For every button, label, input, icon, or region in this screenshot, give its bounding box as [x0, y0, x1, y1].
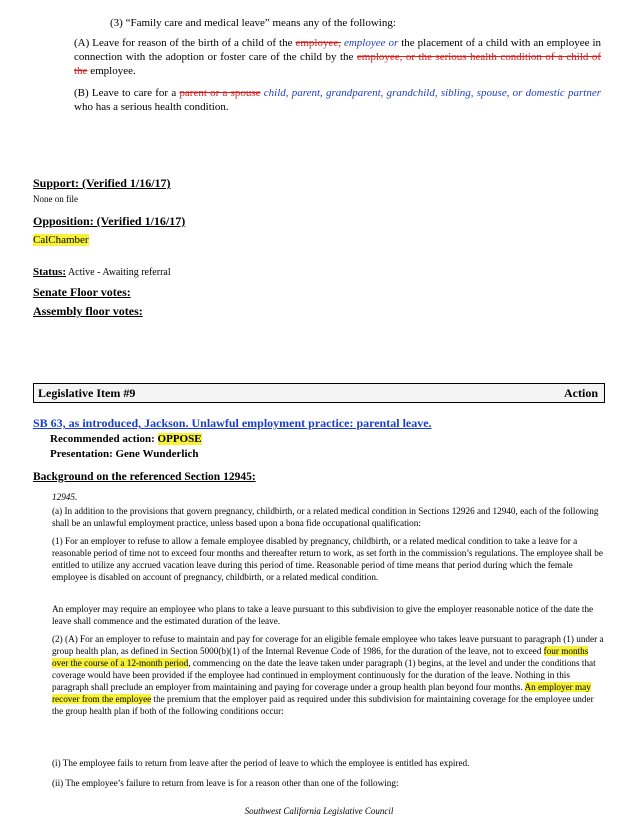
inserted-text: employee or	[340, 37, 399, 49]
opposition-value: CalChamber	[33, 234, 89, 246]
section-1: (1) For an employer to refuse to allow a female employee disabled by pregnancy, childbirth, or a related medical condition to take a leave for a reasonable period of time not to exceed four months and thereafter return to work, as set forth in the commission’s regulations. The employee shall be entitled to utilize any accrued vacation leave during this period of time. Reasonable period of time means that period during which the female employee is disabled on account of pregnancy, childbirth, or a related medical condition.	[52, 536, 603, 582]
struck-text: employee,	[295, 37, 341, 49]
page-footer: Southwest California Legislative Council	[244, 806, 394, 816]
recommendation-badge: OPPOSE	[157, 433, 202, 445]
para-b: (B) Leave to care for a parent or a spouse child, parent, grandparent, grandchild, sibling, spouse, or domestic partner who has a serious health condition.	[74, 87, 601, 113]
opposition-heading: Opposition: (Verified 1/16/17)	[33, 214, 186, 228]
recommended-action: Recommended action: OPPOSE	[50, 433, 202, 445]
support-value: None on file	[33, 194, 78, 204]
legislative-item-bar	[33, 383, 605, 403]
bill-link[interactable]: SB 63, as introduced, Jackson. Unlawful employment practice: parental leave.	[33, 416, 432, 430]
section-a: (a) In addition to the provisions that govern pregnancy, childbirth, or a related medical condition in Sections 12926 and 12940, each of the following shall be an unlawful employment practice, unless based upon a bona fide occupational qualification:	[52, 506, 599, 528]
section-ii: (ii) The employee’s failure to return from leave is for a reason other than one of the following:	[52, 778, 399, 788]
item-title: Legislative Item #9	[38, 386, 136, 400]
senate-floor-votes: Senate Floor votes:	[33, 285, 131, 299]
para-a: (A) Leave for reason of the birth of a child of the employee, employee or the placement of a child with an employee in connection with the adoption or foster care of the child by the employee, or the serious health condition of a child of the employee.	[74, 37, 602, 77]
assembly-floor-votes: Assembly floor votes:	[33, 304, 143, 318]
highlighted-text: four months over the course of a 12-month period	[52, 646, 589, 668]
support-heading: Support: (Verified 1/16/17)	[33, 176, 171, 190]
section-2: (2) (A) For an employer to refuse to maintain and pay for coverage for an eligible female employee who takes leave pursuant to paragraph (1) under a group health plan, as defined in Section 5000(b)(1) of the Internal Revenue Code of 1986, for the duration of the leave, not to exceed four months over the course of a 12-month period, commencing on the date the leave taken under paragraph (1) begins, at the level and under the conditions that coverage would have been provided if the employee had continued in employment continuously for the duration of the leave. Nothing in this paragraph shall preclude an employer from maintaining and paying for coverage under a group health plan beyond four months. An employer may recover from the employee the premium that the employer paid as required under this subdivision for maintaining coverage for the employee under the group health plan if both of the following conditions occur:	[52, 634, 604, 716]
item-action: Action	[564, 386, 598, 400]
highlighted-text: An employer may recover from the employee	[52, 682, 591, 704]
section-number: 12945.	[52, 492, 78, 502]
section-i: (i) The employee fails to return from leave after the period of leave to which the employee is entitled has expired.	[52, 758, 470, 768]
background-heading: Background on the referenced Section 12945:	[33, 471, 256, 483]
inserted-text: child, parent, grandparent, grandchild, sibling, spouse, or domestic partner	[260, 87, 601, 99]
struck-text: parent or a spouse	[179, 87, 261, 99]
section-notice: An employer may require an employee who plans to take a leave pursuant to this subdivision to give the employer reasonable notice of the date the leave shall commence and the estimated duration of the leave.	[52, 604, 594, 626]
status-line: Status: Active - Awaiting referral	[33, 266, 171, 278]
presentation: Presentation: Gene Wunderlich	[50, 448, 199, 460]
para-3: (3) “Family care and medical leave” means any of the following:	[110, 17, 396, 29]
struck-text: employee, or the serious health condition of a child of the	[74, 51, 602, 77]
